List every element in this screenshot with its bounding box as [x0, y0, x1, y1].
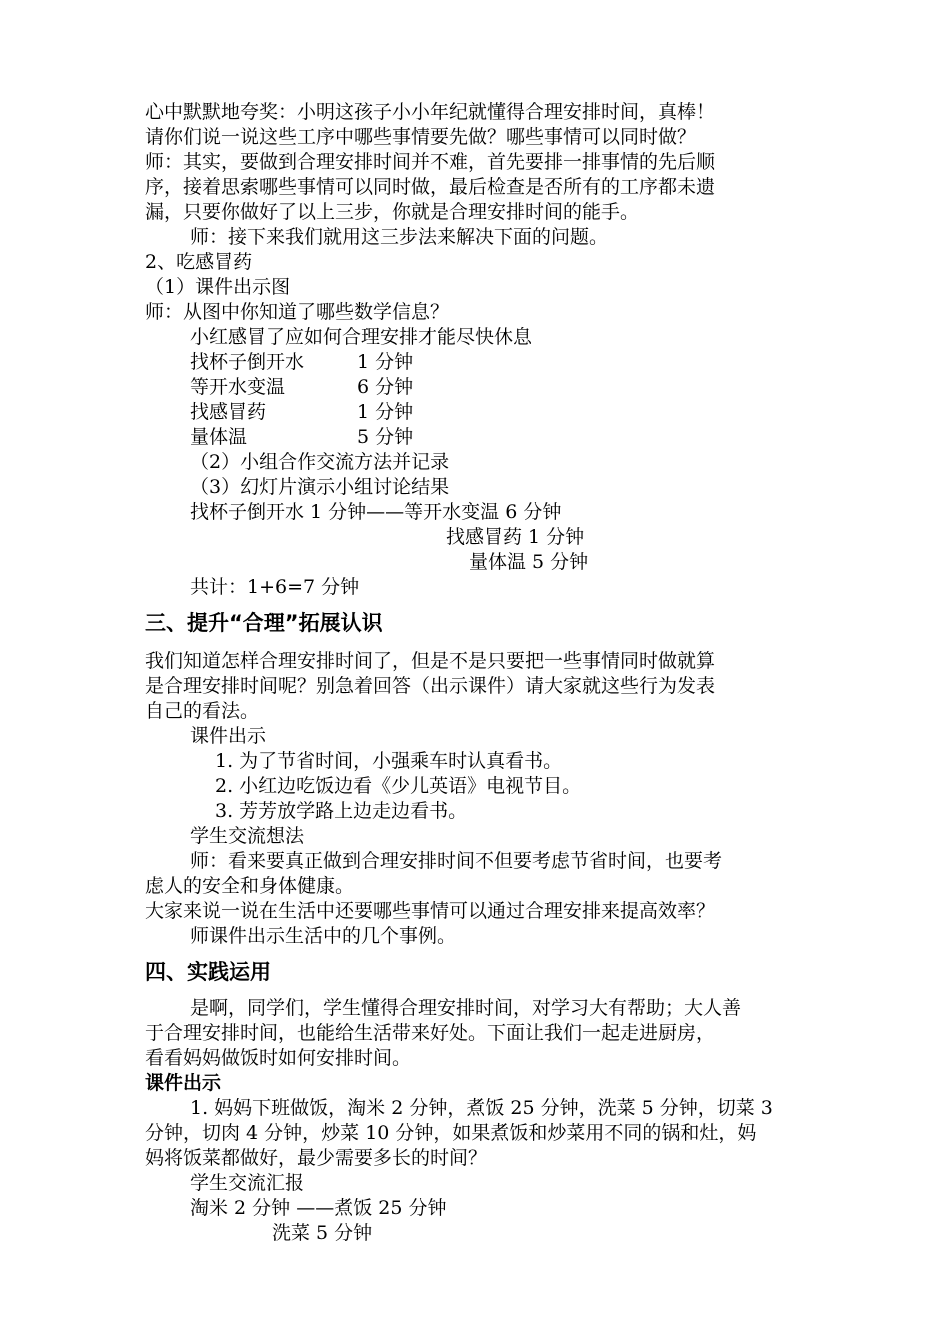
task-name: 找感冒药 [190, 401, 267, 423]
task-row [190, 425, 590, 450]
text-line: 师：接下来我们就用这三步法来解决下面的问题。 [190, 226, 609, 248]
text-line: 课件出示 [190, 725, 267, 747]
text-line: 我们知道怎样合理安排时间了，但是不是只要把一些事情同时做就算 [145, 650, 716, 672]
task-time: 1 分钟 [357, 401, 414, 423]
text-line: 自己的看法。 [145, 700, 260, 722]
text-line: 师：其实，要做到合理安排时间并不难，首先要排一排事情的先后顺 [145, 151, 716, 173]
flow-line: 找感冒药 1 分钟 [446, 526, 585, 548]
text-line: 是啊，同学们，学生懂得合理安排时间，对学习大有帮助；大人善 [190, 997, 742, 1019]
text-line: 师课件出示生活中的几个事例。 [190, 925, 457, 947]
text-line: （3）幻灯片演示小组讨论结果 [190, 476, 450, 498]
task-name: 找杯子倒开水 [190, 351, 305, 373]
text-line: 虑人的安全和身体健康。 [145, 875, 355, 897]
text-line: 心中默默地夸奖：小明这孩子小小年纪就懂得合理安排时间，真棒！ [145, 101, 716, 123]
total-line: 共计：1+6=7 分钟 [190, 576, 360, 598]
task-time: 1 分钟 [357, 351, 414, 373]
text-line: 师：看来要真正做到合理安排时间不但要考虑节省时间，也要考 [190, 850, 723, 872]
text-line: （2）小组合作交流方法并记录 [190, 451, 450, 473]
task-time: 5 分钟 [357, 426, 414, 448]
subheading: 课件出示 [145, 1072, 222, 1094]
text-line: 是合理安排时间呢？别急着回答（出示课件）请大家就这些行为发表 [145, 675, 716, 697]
text-line: 师：从图中你知道了哪些数学信息？ [145, 301, 450, 323]
subheading: 2、吃感冒药 [145, 251, 253, 273]
task-row [190, 350, 590, 375]
text-line: 小红感冒了应如何合理安排才能尽快休息 [190, 326, 533, 348]
flow-line: 量体温 5 分钟 [469, 551, 589, 573]
text-line: 于合理安排时间，也能给生活带来好处。下面让我们一起走进厨房， [145, 1022, 716, 1044]
text-line: 妈将饭菜都做好，最少需要多长的时间？ [145, 1147, 488, 1169]
text-line: 看看妈妈做饭时如何安排时间。 [145, 1047, 412, 1069]
task-name: 量体温 [190, 426, 248, 448]
text-line: 分钟，切肉 4 分钟，炒菜 10 分钟，如果煮饭和炒菜用不同的锅和灶，妈 [145, 1122, 757, 1144]
text-line: 漏，只要你做好了以上三步，你就是合理安排时间的能手。 [145, 201, 640, 223]
text-line: 大家来说一说在生活中还要哪些事情可以通过合理安排来提高效率？ [145, 900, 716, 922]
flow-line: 淘米 2 分钟 ——煮饭 25 分钟 [190, 1197, 447, 1219]
text-line: 1. 妈妈下班做饭，淘米 2 分钟，煮饭 25 分钟，洗菜 5 分钟，切菜 3 [190, 1097, 773, 1119]
list-item: 3. 芳芳放学路上边走边看书。 [215, 800, 468, 822]
task-time: 6 分钟 [357, 376, 414, 398]
text-line: （1）课件出示图 [145, 276, 291, 298]
task-row [190, 375, 590, 400]
text-line: 序，接着思索哪些事情可以同时做，最后检查是否所有的工序都未遗 [145, 176, 716, 198]
flow-line: 找杯子倒开水 1 分钟——等开水变温 6 分钟 [190, 501, 562, 523]
list-item: 1. 为了节省时间，小强乘车时认真看书。 [215, 750, 563, 772]
section-heading: 三、提升“合理”拓展认识 [145, 611, 383, 635]
text-line: 学生交流汇报 [190, 1172, 305, 1194]
flow-line: 洗菜 5 分钟 [272, 1222, 373, 1244]
task-row [190, 400, 590, 425]
text-line: 学生交流想法 [190, 825, 305, 847]
section-heading: 四、实践运用 [145, 960, 271, 984]
task-name: 等开水变温 [190, 376, 286, 398]
list-item: 2. 小红边吃饭边看《少儿英语》电视节目。 [215, 775, 582, 797]
text-line: 请你们说一说这些工序中哪些事情要先做？哪些事情可以同时做？ [145, 126, 697, 148]
